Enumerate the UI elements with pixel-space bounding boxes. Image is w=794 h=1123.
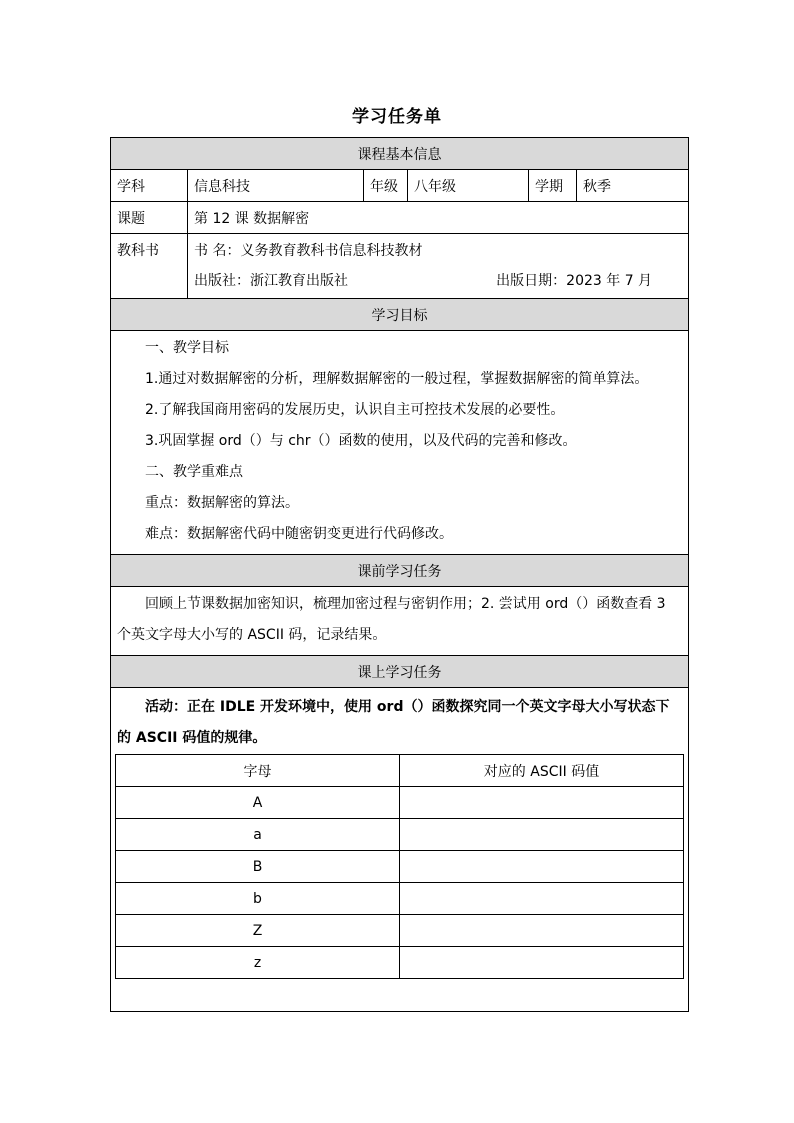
ascii-table-header [116, 755, 684, 787]
objectives-content [111, 331, 689, 555]
section-objectives: 学习目标 [111, 299, 689, 331]
preclass-content [111, 587, 689, 656]
letter-cell: b [116, 883, 400, 915]
section-inclass: 课上学习任务 [111, 656, 689, 688]
key-point: 重点：数据解密的算法。 [145, 495, 299, 511]
table-row [116, 915, 684, 947]
publish-date: 出版日期：2023 年 7 月 [496, 273, 653, 289]
textbook-label: 教科书 [111, 234, 188, 299]
ascii-value-cell[interactable] [400, 851, 684, 883]
letter-cell: B [116, 851, 400, 883]
objective-2: 2.了解我国商用密码的发展历史，认识自主可控技术发展的必要性。 [145, 402, 565, 418]
column-letter: 字母 [116, 755, 400, 787]
letter-cell: z [116, 947, 400, 979]
objective-1: 1.通过对数据解密的分析，理解数据解密的一般过程，掌握数据解密的简单算法。 [145, 371, 649, 387]
table-row [116, 883, 684, 915]
ascii-value-cell[interactable] [400, 819, 684, 851]
preclass-text: 回顾上节课数据加密知识，梳理加密过程与密钥作用；2. 尝试用 ord（）函数查看 3 个英文字母大小写的 ASCII 码，记录结果。 [117, 596, 666, 643]
ascii-value-cell[interactable] [400, 787, 684, 819]
table-row [116, 819, 684, 851]
letter-cell: Z [116, 915, 400, 947]
subject-label: 学科 [111, 170, 188, 202]
grade-label: 年级 [364, 170, 408, 202]
topic-value: 第 12 课 数据解密 [188, 202, 689, 234]
ascii-table-cell [111, 754, 689, 1012]
task-sheet-table [110, 137, 689, 1012]
letter-cell: a [116, 819, 400, 851]
table-row [116, 947, 684, 979]
term-value: 秋季 [577, 170, 689, 202]
topic-label: 课题 [111, 202, 188, 234]
ascii-value-cell[interactable] [400, 947, 684, 979]
grade-value: 八年级 [408, 170, 529, 202]
inclass-activity [111, 688, 689, 755]
objective-heading-2: 二、教学重难点 [145, 464, 243, 480]
objective-heading-1: 一、教学目标 [145, 340, 229, 356]
page-title: 学习任务单 [352, 107, 442, 127]
textbook-info [188, 234, 689, 299]
table-row [116, 851, 684, 883]
column-ascii: 对应的 ASCII 码值 [400, 755, 684, 787]
ascii-table [115, 754, 684, 979]
letter-cell: A [116, 787, 400, 819]
book-name: 书 名：义务教育教科书信息科技教材 [194, 243, 423, 259]
activity-text: 活动：正在 IDLE 开发环境中，使用 ord（）函数探究同一个英文字母大小写状态下的 ASCII 码值的规律。 [117, 699, 670, 746]
term-label: 学期 [529, 170, 577, 202]
section-basic-info: 课程基本信息 [111, 138, 689, 170]
objective-3: 3.巩固掌握 ord（）与 chr（）函数的使用，以及代码的完善和修改。 [145, 433, 577, 449]
subject-value: 信息科技 [188, 170, 364, 202]
ascii-value-cell[interactable] [400, 915, 684, 947]
publisher: 出版社：浙江教育出版社 [194, 273, 348, 289]
ascii-value-cell[interactable] [400, 883, 684, 915]
section-preclass: 课前学习任务 [111, 555, 689, 587]
table-row [116, 787, 684, 819]
difficult-point: 难点：数据解密代码中随密钥变更进行代码修改。 [145, 526, 453, 542]
